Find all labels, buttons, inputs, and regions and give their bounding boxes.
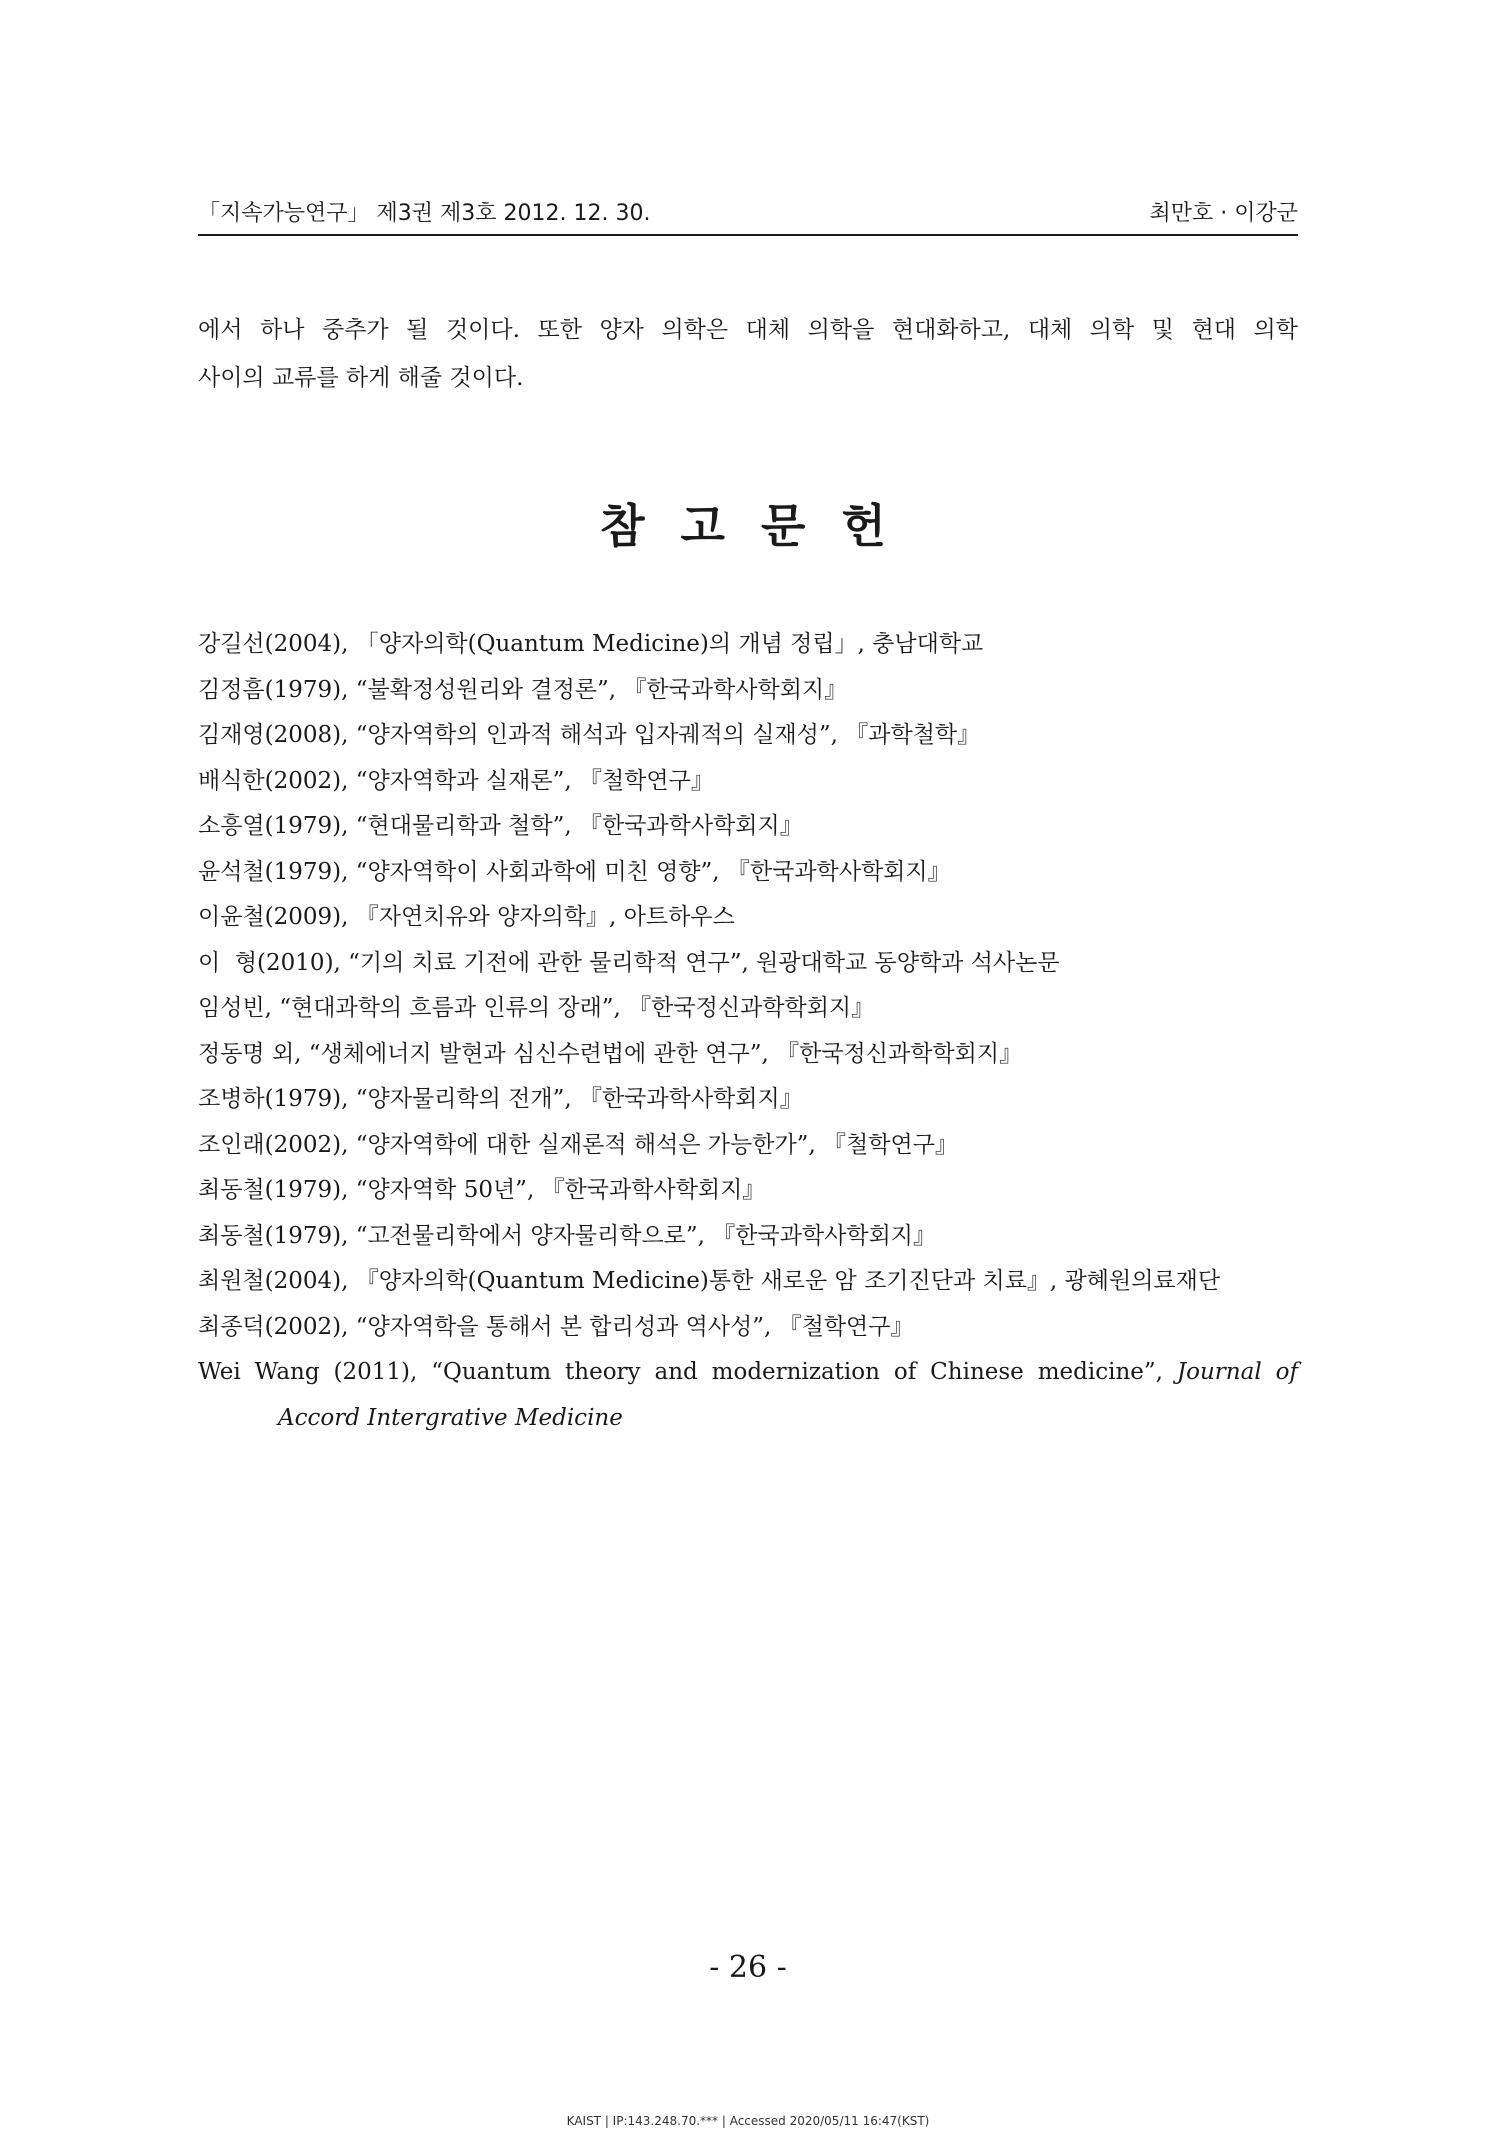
reference-item: 조병하(1979), “양자물리학의 전개”, 『한국과학사학회지』 [198, 1086, 803, 1112]
reference-item: 소흥열(1979), “현대물리학과 철학”, 『한국과학사학회지』 [198, 813, 803, 839]
reference-item: 이 형(2010), “기의 치료 기전에 관한 물리학적 연구”, 원광대학교 동양학과 석사논문 [198, 949, 1060, 976]
running-header [198, 194, 1298, 236]
reference-list [198, 622, 1298, 1441]
references-heading: 참 고 문 헌 [600, 499, 896, 553]
reference-item: 윤석철(1979), “양자역학이 사회과학에 미친 영향”, 『한국과학사학회지』 [198, 858, 951, 885]
reference-item: 이윤철(2009), 『자연치유와 양자의학』, 아트하우스 [198, 904, 735, 930]
reference-item: 김재영(2008), “양자역학의 인과적 해석과 입자궤적의 실재성”, 『과학철학』 [198, 722, 981, 748]
access-footer: KAIST | IP:143.248.70.*** | Accessed 2020/05/11 16:47(KST) [566, 2114, 930, 2128]
page-number: - 26 - [709, 1950, 787, 1985]
intro-line: 에서 하나 중추가 될 것이다. 또한 양자 의학은 대체 의학을 현대화하고, 대체 의학 및 현대 의학 [198, 317, 1298, 343]
reference-item: 강길선(2004), 「양자의학(Quantum Medicine)의 개념 정립」, 충남대학교 [198, 631, 984, 657]
reference-item: 조인래(2002), “양자역학에 대한 실재론적 해석은 가능한가”, 『철학연구』 [198, 1131, 958, 1158]
intro-line: 사이의 교류를 하게 해줄 것이다. [198, 365, 524, 391]
reference-text: Wei Wang (2011), “Quantum theory and modernization of Chinese medicine”, [198, 1359, 1177, 1385]
reference-item: 배식한(2002), “양자역학과 실재론”, 『철학연구』 [198, 767, 714, 794]
reference-item-english [198, 1350, 1298, 1441]
reference-item: 최종덕(2002), “양자역학을 통해서 본 합리성과 역사성”, 『철학연구』 [198, 1313, 914, 1340]
reference-item: 최동철(1979), “양자역학 50년”, 『한국과학사학회지』 [198, 1177, 766, 1203]
reference-item: 최원철(2004), 『양자의학(Quantum Medicine)통한 새로운 암 조기진단과 치료』, 광혜원의료재단 [198, 1268, 1221, 1294]
reference-item: 최동철(1979), “고전물리학에서 양자물리학으로”, 『한국과학사학회지』 [198, 1222, 937, 1249]
reference-item: 정동명 외, “생체에너지 발현과 심신수련법에 관한 연구”, 『한국정신과학학회지』 [198, 1040, 1023, 1067]
reference-journal: Journal of Accord Intergrative Medicine [278, 1359, 1298, 1431]
author-names: 최만호 · 이강군 [1149, 201, 1298, 226]
journal-info: 「지속가능연구」 제3권 제3호 2012. 12. 30. [198, 201, 651, 226]
intro-paragraph [198, 306, 1298, 402]
reference-item: 임성빈, “현대과학의 흐름과 인류의 장래”, 『한국정신과학학회지』 [198, 995, 875, 1021]
reference-item: 김정흠(1979), “불확정성원리와 결정론”, 『한국과학사학회지』 [198, 676, 848, 703]
